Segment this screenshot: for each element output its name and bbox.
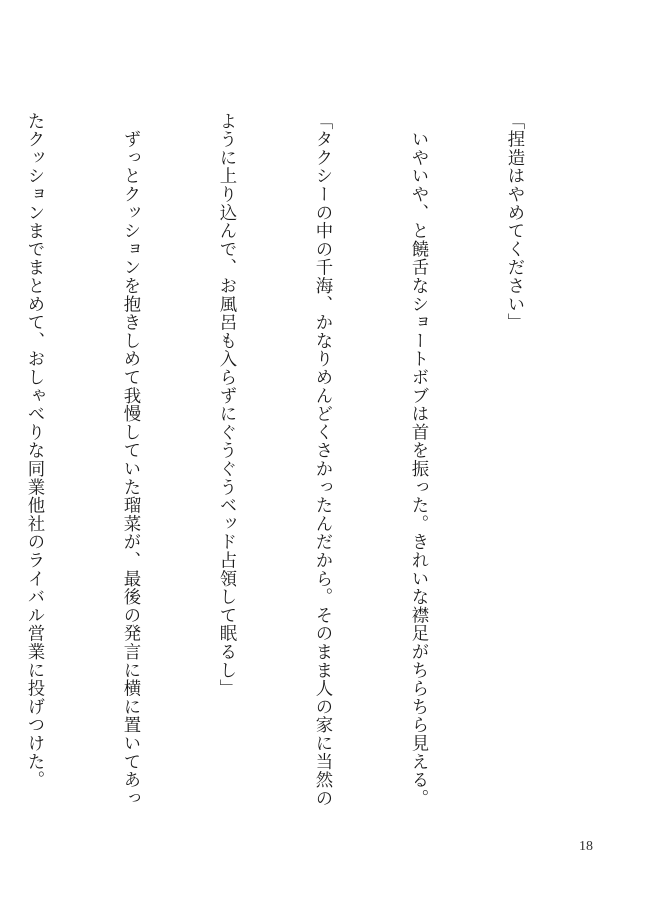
text-line-4: ように上り込んで、お風呂も入らずにぐうぐうベッド占領して眠るし」: [216, 112, 236, 698]
text-line-5: ずっとクッションを抱きしめて我慢していた瑠菜が、最後の発言に横に置いてあっ: [120, 112, 140, 808]
page-number: 18: [579, 839, 593, 854]
text-line-6: たクッションまでまとめて、おしゃべりな同業他社のライバル営業に投げつけた。: [24, 112, 44, 790]
text-line-2: いやいや、と饒舌なショートボブは首を振った。きれいな襟足がちらちら見える。: [408, 112, 428, 808]
vertical-text-body: [24, 112, 594, 822]
text-line-1: 「捏造はやめてください」: [504, 112, 524, 332]
text-line-3: 「タクシーの中の千海、かなりめんどくさかったんだから。そのまま人の家に当然の: [312, 112, 332, 808]
